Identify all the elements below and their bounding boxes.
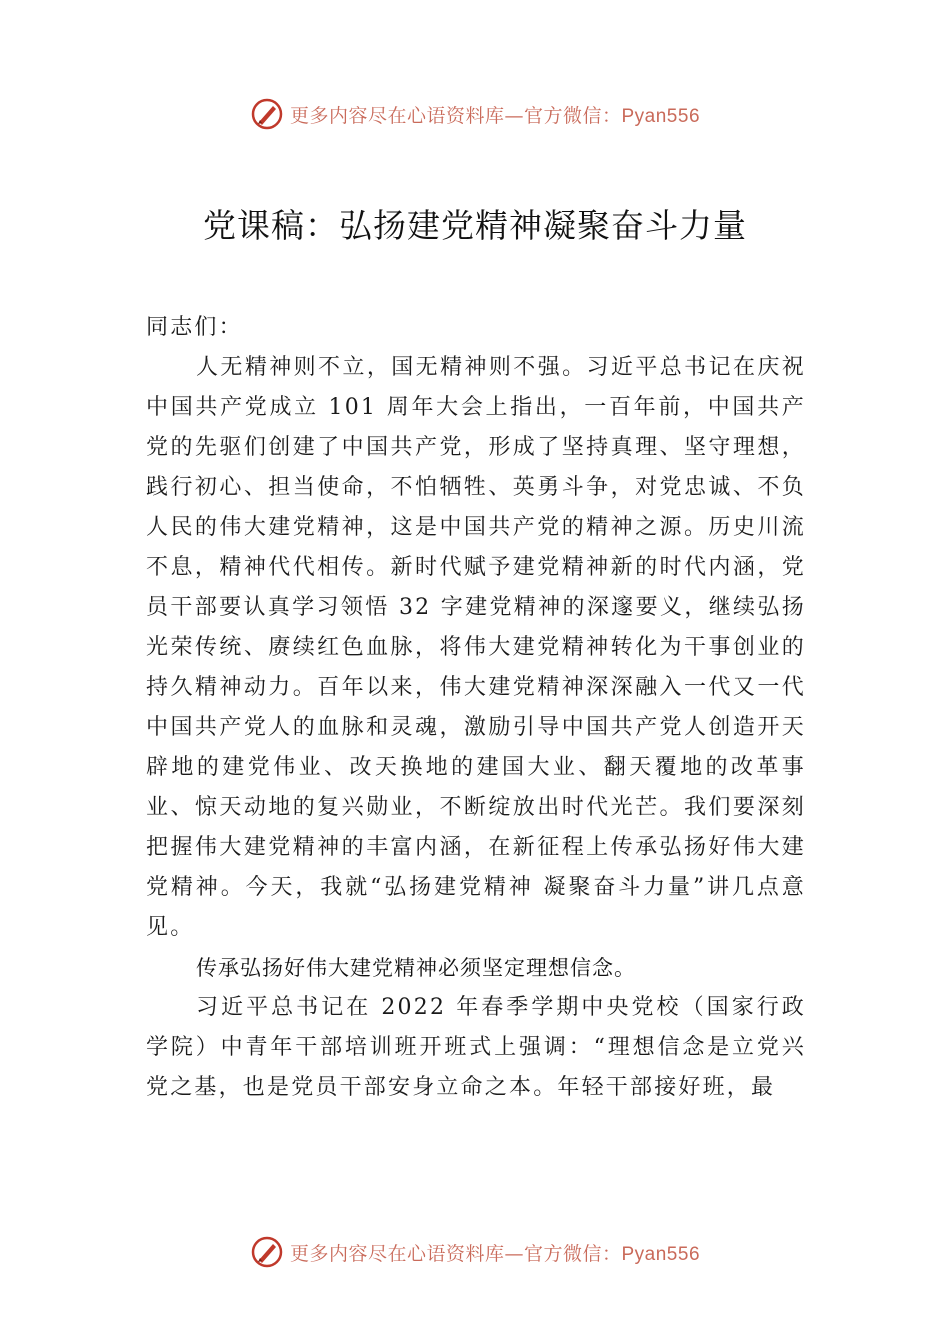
paragraph: 人无精神则不立，国无精神则不强。习近平总书记在庆祝中国共产党成立 101 周年大会上指出，一百年前，中国共产党的先驱们创建了中国共产党，形成了坚持真理、坚守理想，践行初心、担当使命，不怕牺牲、英勇斗争，对党忠诚、不负人民的伟大建党精神，这是中国共产党的精神之源。历史川流不息，精神代代相传。新时代赋予建党精神新的时代内涵，党员干部要认真学习领悟 32 字建党精神的深邃要义，继续弘扬光荣传统、赓续红色血脉，将伟大建党精神转化为干事创业的持久精神动力。百年以来，伟大建党精神深深融入一代又一代中国共产党人的血脉和灵魂，激励引导中国共产党人创造开天辟地的建党伟业、改天换地的建国大业、翻天覆地的改革事业、惊天动地的复兴勋业，不断绽放出时代光芒。我们要深刻把握伟大建党精神的丰富内涵，在新征程上传承弘扬好伟大建党精神。今天，我就“弘扬建党精神 凝聚奋斗力量”讲几点意见。 — [146, 355, 806, 940]
section-heading: 传承弘扬好伟大建党精神必须坚定理想信念。 — [196, 956, 636, 980]
page-title: 党课稿：弘扬建党精神凝聚奋斗力量 — [203, 206, 747, 245]
footer-watermark — [0, 1232, 950, 1272]
salutation: 同志们： — [146, 315, 243, 340]
header-watermark — [0, 94, 950, 134]
watermark-text: 更多内容尽在心语资料库—官方微信：Pyan556 — [289, 1242, 701, 1265]
watermark-text: 更多内容尽在心语资料库—官方微信：Pyan556 — [289, 104, 701, 127]
pen-logo-icon — [250, 1235, 284, 1269]
paragraph: 习近平总书记在 2022 年春季学期中央党校（国家行政学院）中青年干部培训班开班式上强调：“理想信念是立党兴党之基，也是党员干部安身立命之本。年轻干部接好班，最 — [146, 995, 806, 1100]
document-body — [146, 308, 806, 1108]
pen-logo-icon — [250, 97, 284, 131]
